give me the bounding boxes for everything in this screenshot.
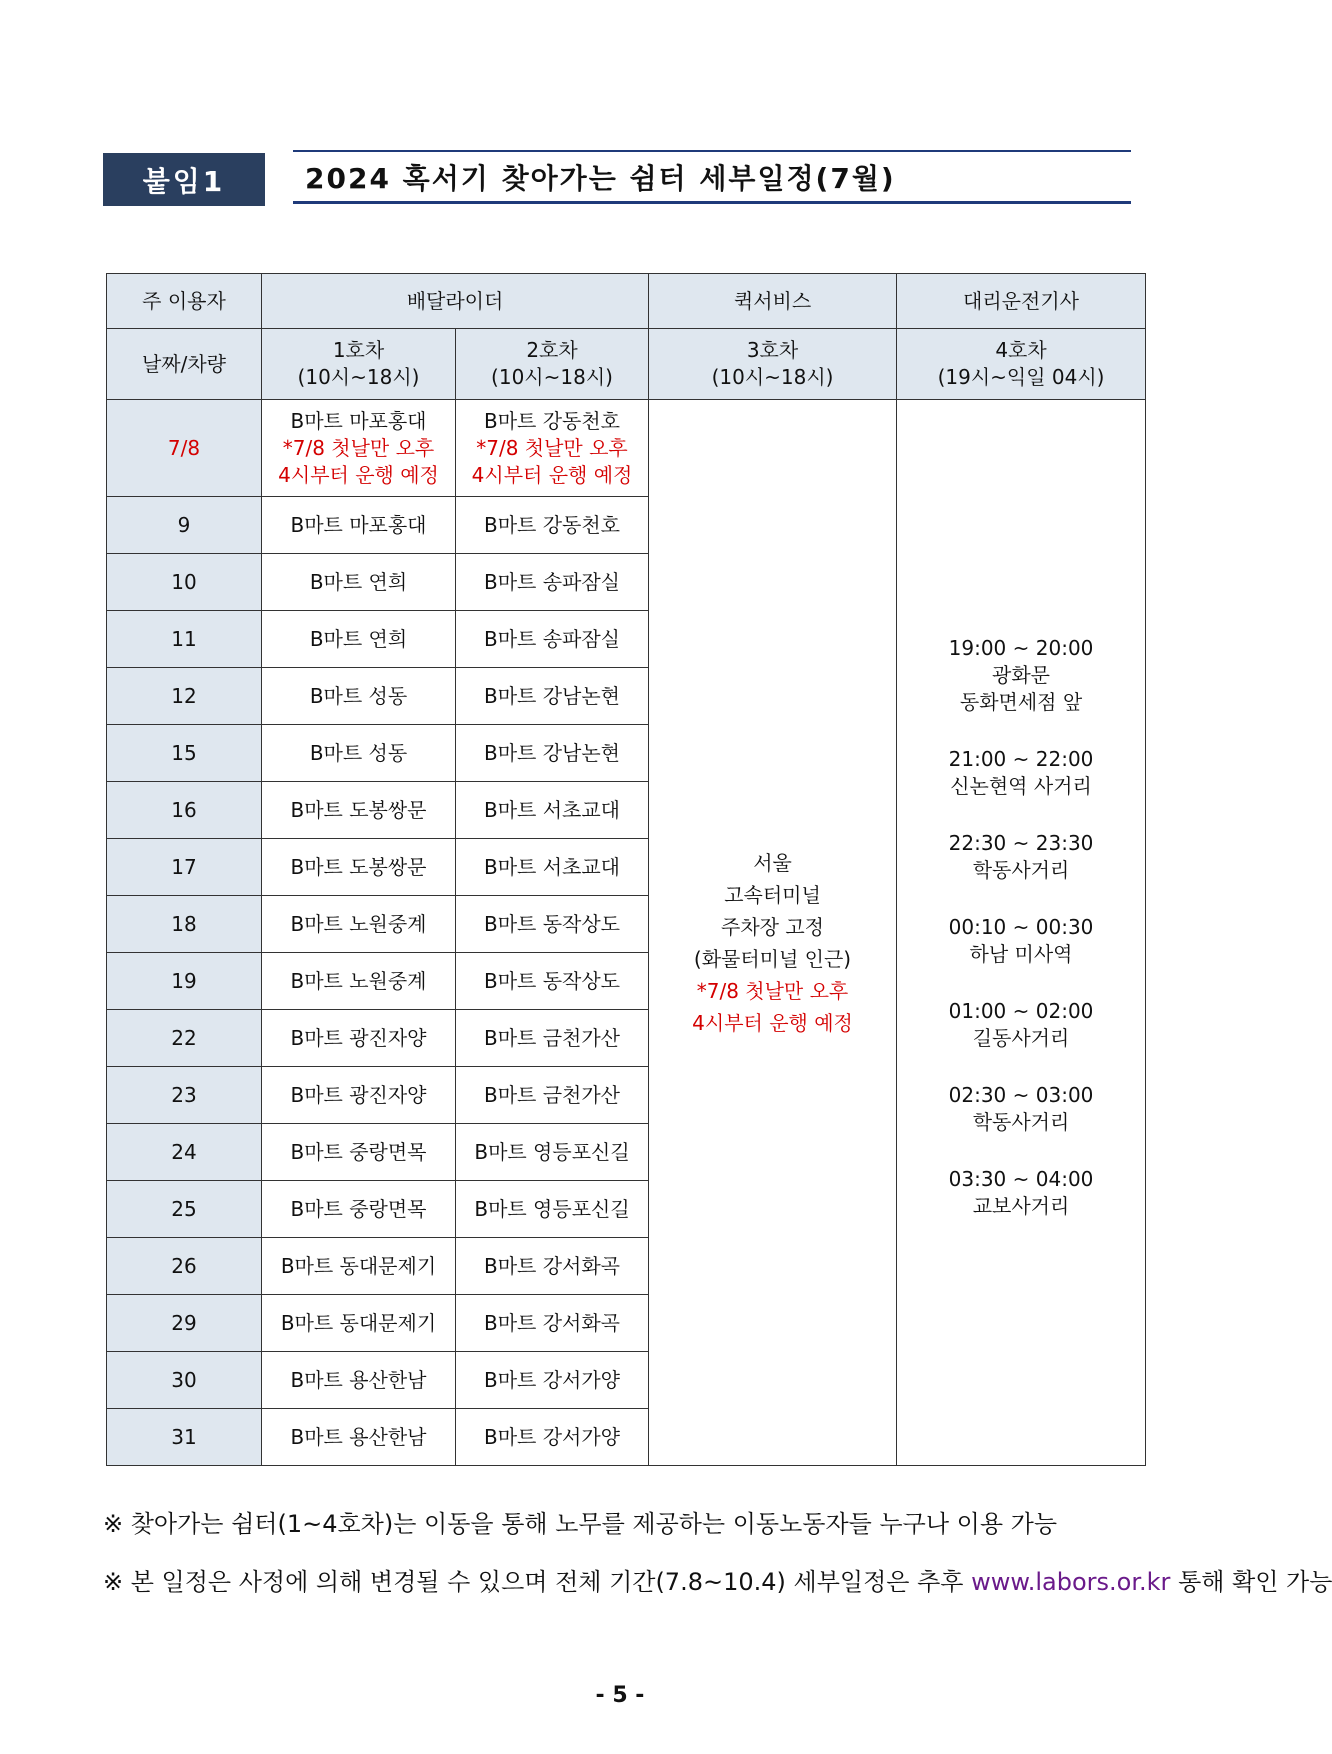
schedule-place: 하남 미사역: [969, 942, 1073, 966]
car-2-name: 2호차: [526, 338, 578, 362]
car-2-location: B마트 강남논현: [456, 668, 649, 725]
car-2-location: B마트 강남논현: [456, 725, 649, 782]
car-3-line2: 고속터미널: [724, 882, 821, 907]
car-2-location: B마트 강동천호: [456, 497, 649, 554]
car-3-location: [649, 827, 896, 1039]
car-1-hours: (10시~18시): [297, 365, 420, 389]
car-2-location: B마트 금천가산: [456, 1067, 649, 1124]
car-2-location: B마트 영등포신길: [456, 1181, 649, 1238]
note-2-prefix: ※ 본 일정은 사정에 의해 변경될 수 있으며 전체 기간(7.8~10.4) 세부일정은 추후: [103, 1568, 972, 1596]
attachment-tag: 붙임1: [103, 153, 265, 206]
page-number: - 5 -: [595, 1683, 645, 1708]
start-note-line1: *7/8 첫날만 오후: [476, 435, 628, 460]
date-cell: 26: [107, 1238, 262, 1295]
date-cell: 29: [107, 1295, 262, 1352]
date-cell: 12: [107, 668, 262, 725]
note-2: [103, 1562, 1332, 1597]
page-title: [293, 150, 1131, 204]
schedule-time: 00:10 ~ 00:30: [948, 915, 1094, 939]
table-row: [107, 400, 1146, 497]
note-2-suffix: 통해 확인 가능: [1170, 1568, 1332, 1596]
date-cell: 25: [107, 1181, 262, 1238]
header-designated-driver: 대리운전기사: [897, 274, 1146, 329]
car-1-location: B마트 도봉쌍문: [262, 839, 456, 896]
header-users-label: 주 이용자: [107, 274, 262, 329]
car-1-location: B마트 중랑면목: [262, 1181, 456, 1238]
car-1-location: B마트 중랑면목: [262, 1124, 456, 1181]
car-4-name: 4호차: [995, 338, 1047, 362]
page-title-text: 2024 혹서기 찾아가는 쉼터 세부일정(7월): [305, 161, 896, 195]
car-1-location: B마트 광진자양: [262, 1067, 456, 1124]
website-link[interactable]: www.labors.or.kr: [971, 1568, 1171, 1596]
car-2-location: B마트 금천가산: [456, 1010, 649, 1067]
schedule-time: 22:30 ~ 23:30: [948, 831, 1094, 855]
car-3-line4: (화물터미널 인근): [693, 946, 852, 971]
date-cell: 15: [107, 725, 262, 782]
car-3-name: 3호차: [746, 338, 799, 362]
car-1-location: B마트 노원중계: [262, 896, 456, 953]
header-car-2: [456, 329, 649, 400]
schedule-entry: [897, 830, 1145, 884]
car-3-note-line1: *7/8 첫날만 오후: [696, 978, 849, 1003]
car-1-location: B마트 동대문제기: [262, 1238, 456, 1295]
car-2-location: B마트 영등포신길: [456, 1124, 649, 1181]
schedule-place: 교보사거리: [972, 1194, 1070, 1218]
car-2-location: B마트 강서화곡: [456, 1238, 649, 1295]
car-3-line3: 주차장 고정: [721, 914, 824, 939]
date-cell: 31: [107, 1409, 262, 1466]
car-1-location: B마트 용산한남: [262, 1352, 456, 1409]
header-date-car-label: 날짜/차량: [107, 329, 262, 400]
car-2-location: B마트 강동천호: [484, 408, 620, 433]
car-1-location: B마트 마포홍대: [290, 408, 427, 433]
car-1-location: B마트 도봉쌍문: [262, 782, 456, 839]
date-cell: 24: [107, 1124, 262, 1181]
date-cell: 7/8: [107, 400, 262, 497]
car-1-location: B마트 마포홍대: [262, 497, 456, 554]
date-cell: 30: [107, 1352, 262, 1409]
schedule-entry: [897, 914, 1145, 968]
car-1-location: B마트 연희: [262, 611, 456, 668]
car-1-name: 1호차: [332, 338, 385, 362]
car-2-location: B마트 서초교대: [456, 782, 649, 839]
car-2-location: B마트 송파잠실: [456, 554, 649, 611]
header-row-cars: [107, 329, 1146, 400]
schedule-place-detail: 동화면세점 앞: [959, 690, 1083, 714]
date-cell: 22: [107, 1010, 262, 1067]
car-2-hours: (10시~18시): [491, 365, 613, 389]
header-car-4: [897, 329, 1146, 400]
schedule-entry: [897, 998, 1145, 1052]
date-cell: 10: [107, 554, 262, 611]
car-1-location: B마트 용산한남: [262, 1409, 456, 1466]
schedule-place: 길동사거리: [972, 1026, 1070, 1050]
header-row-users: [107, 274, 1146, 329]
date-cell: 18: [107, 896, 262, 953]
schedule-entry: [897, 746, 1145, 800]
date-cell: 16: [107, 782, 262, 839]
schedule-place: 광화문: [992, 663, 1050, 687]
car-1-cell: [262, 400, 456, 497]
car-2-location: B마트 송파잠실: [456, 611, 649, 668]
car-1-location: B마트 광진자양: [262, 1010, 456, 1067]
schedule-time: 19:00 ~ 20:00: [948, 636, 1094, 660]
car-4-hours: (19시~익일 04시): [937, 365, 1105, 389]
schedule-time: 21:00 ~ 22:00: [948, 747, 1094, 771]
start-note-line2: 4시부터 운행 예정: [471, 462, 633, 487]
car-3-fixed-cell: [649, 400, 897, 1466]
car-1-location: B마트 성동: [262, 668, 456, 725]
car-3-line1: 서울: [753, 850, 792, 875]
start-note-line1: *7/8 첫날만 오후: [282, 435, 435, 460]
schedule-time: 01:00 ~ 02:00: [948, 999, 1094, 1023]
header-car-3: [649, 329, 897, 400]
car-1-location: B마트 동대문제기: [262, 1295, 456, 1352]
schedule-table: [106, 273, 1146, 1466]
car-1-location: B마트 노원중계: [262, 953, 456, 1010]
car-4-schedule-cell: [897, 400, 1146, 1466]
car-2-location: B마트 동작상도: [456, 896, 649, 953]
header-quick-service: 퀵서비스: [649, 274, 897, 329]
car-2-cell: [456, 400, 649, 497]
car-2-location: B마트 동작상도: [456, 953, 649, 1010]
schedule-place: 학동사거리: [972, 858, 1070, 882]
schedule-entry: [897, 635, 1145, 716]
car-4-schedule-list: [897, 615, 1145, 1220]
car-3-note-line2: 4시부터 운행 예정: [692, 1010, 853, 1035]
schedule-entry: [897, 1166, 1145, 1220]
start-note-line2: 4시부터 운행 예정: [278, 462, 439, 487]
car-1-location: B마트 성동: [262, 725, 456, 782]
date-cell: 11: [107, 611, 262, 668]
date-cell: 23: [107, 1067, 262, 1124]
schedule-time: 03:30 ~ 04:00: [948, 1167, 1094, 1191]
car-1-location: B마트 연희: [262, 554, 456, 611]
car-3-hours: (10시~18시): [711, 365, 834, 389]
schedule-place: 신논현역 사거리: [950, 774, 1092, 798]
date-cell: 9: [107, 497, 262, 554]
schedule-time: 02:30 ~ 03:00: [948, 1083, 1094, 1107]
car-2-location: B마트 강서화곡: [456, 1295, 649, 1352]
date-cell: 17: [107, 839, 262, 896]
schedule-place: 학동사거리: [972, 1110, 1070, 1134]
car-2-location: B마트 강서가양: [456, 1352, 649, 1409]
header-car-1: [262, 329, 456, 400]
schedule-entry: [897, 1082, 1145, 1136]
car-2-location: B마트 강서가양: [456, 1409, 649, 1466]
header-delivery-rider: 배달라이더: [262, 274, 649, 329]
date-cell: 19: [107, 953, 262, 1010]
note-1: ※ 찾아가는 쉼터(1~4호차)는 이동을 통해 노무를 제공하는 이동노동자들 누구나 이용 가능: [103, 1510, 1058, 1538]
car-2-location: B마트 서초교대: [456, 839, 649, 896]
